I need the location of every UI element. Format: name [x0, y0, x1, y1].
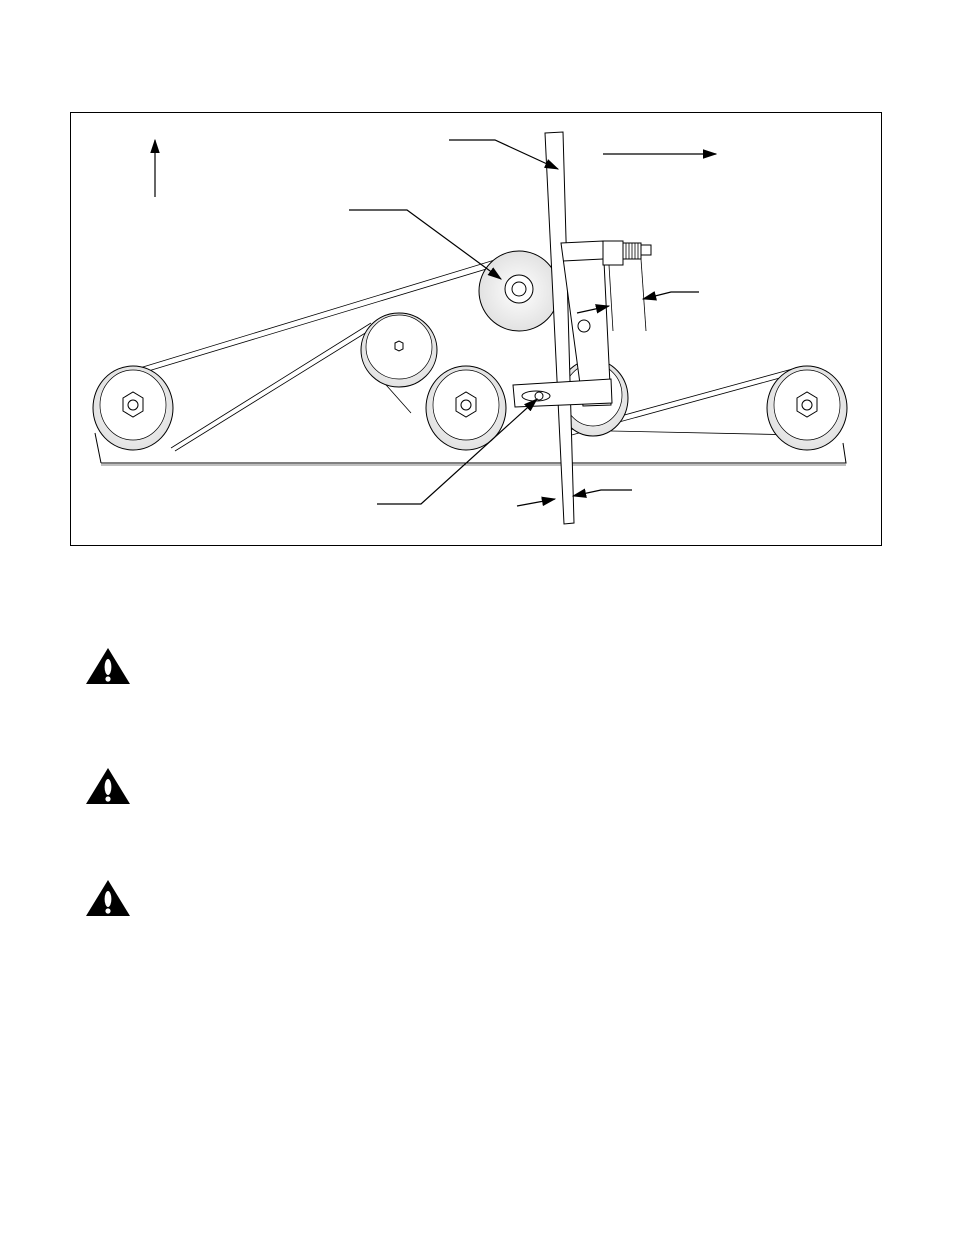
warning-triangle-icon: [84, 878, 132, 918]
belt-drive-diagram: [71, 113, 883, 547]
idler-pulley-top: [361, 313, 437, 387]
warning-triangle-icon: [84, 646, 132, 686]
pulley-left: [93, 366, 173, 450]
leader-bar-left: [517, 499, 555, 506]
pulley-right: [767, 366, 847, 450]
leader-straightedge: [449, 140, 558, 169]
warning-triangle-icon: [84, 766, 132, 806]
adjusting-bolt: [603, 241, 651, 265]
leader-idler-pulley: [349, 210, 501, 279]
leader-gap-right: [643, 292, 699, 299]
tension-idler-pulley: [479, 251, 559, 331]
leader-bar-right: [573, 490, 632, 496]
belt-drive-figure: [70, 112, 882, 546]
measurement-lines: [609, 259, 646, 331]
leader-lines: [155, 140, 716, 506]
